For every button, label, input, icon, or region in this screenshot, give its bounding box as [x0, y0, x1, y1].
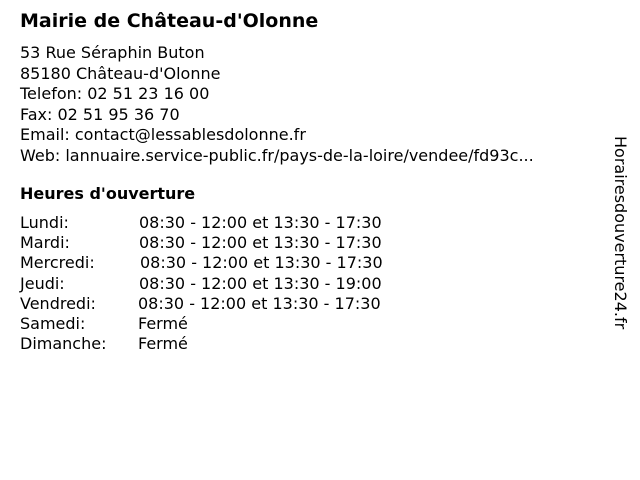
- fax-number: Fax: 02 51 95 36 70: [20, 104, 180, 124]
- hours-row-monday: [20, 213, 440, 233]
- hours-row-sunday: [20, 334, 440, 354]
- email-address: Email: contact@lessablesdolonne.fr: [20, 125, 306, 144]
- hours-row-thursday: [20, 274, 440, 294]
- time-value: 08:30 - 12:00 et 13:30 - 17:30: [139, 213, 382, 232]
- time-value: 08:30 - 12:00 et 13:30 - 17:30: [139, 233, 382, 253]
- hours-row-wednesday: [20, 253, 440, 273]
- address-street: 53 Rue Séraphin Buton: [20, 43, 205, 62]
- hours-row-saturday: [20, 314, 440, 334]
- contact-block: [20, 43, 534, 166]
- day-label: Samedi:: [20, 313, 86, 333]
- day-label: Lundi:: [20, 213, 69, 232]
- time-value: Fermé: [138, 313, 188, 333]
- opening-hours-table: [20, 213, 440, 354]
- hours-row-friday: [20, 294, 440, 314]
- day-label: Jeudi:: [20, 273, 65, 293]
- time-value: 08:30 - 12:00 et 13:30 - 17:30: [140, 253, 383, 273]
- page-title: Mairie de Château-d'Olonne: [20, 10, 319, 32]
- hours-heading: Heures d'ouverture: [20, 184, 196, 203]
- time-value: 08:30 - 12:00 et 13:30 - 19:00: [139, 273, 382, 293]
- phone-number: Telefon: 02 51 23 16 00: [20, 84, 210, 103]
- day-label: Vendredi:: [20, 293, 96, 313]
- time-value: 08:30 - 12:00 et 13:30 - 17:30: [138, 293, 381, 313]
- side-watermark-label: Horairesdouverture24.fr: [611, 136, 630, 330]
- address-city: 85180 Château-d'Olonne: [20, 63, 221, 83]
- day-label: Mardi:: [20, 233, 70, 253]
- day-label: Dimanche:: [20, 334, 107, 354]
- website-link: Web: lannuaire.service-public.fr/pays-de-la-loire/vendee/fd93c...: [20, 145, 534, 165]
- hours-row-tuesday: [20, 233, 440, 253]
- day-label: Mercredi:: [20, 253, 95, 273]
- time-value: Fermé: [138, 334, 188, 354]
